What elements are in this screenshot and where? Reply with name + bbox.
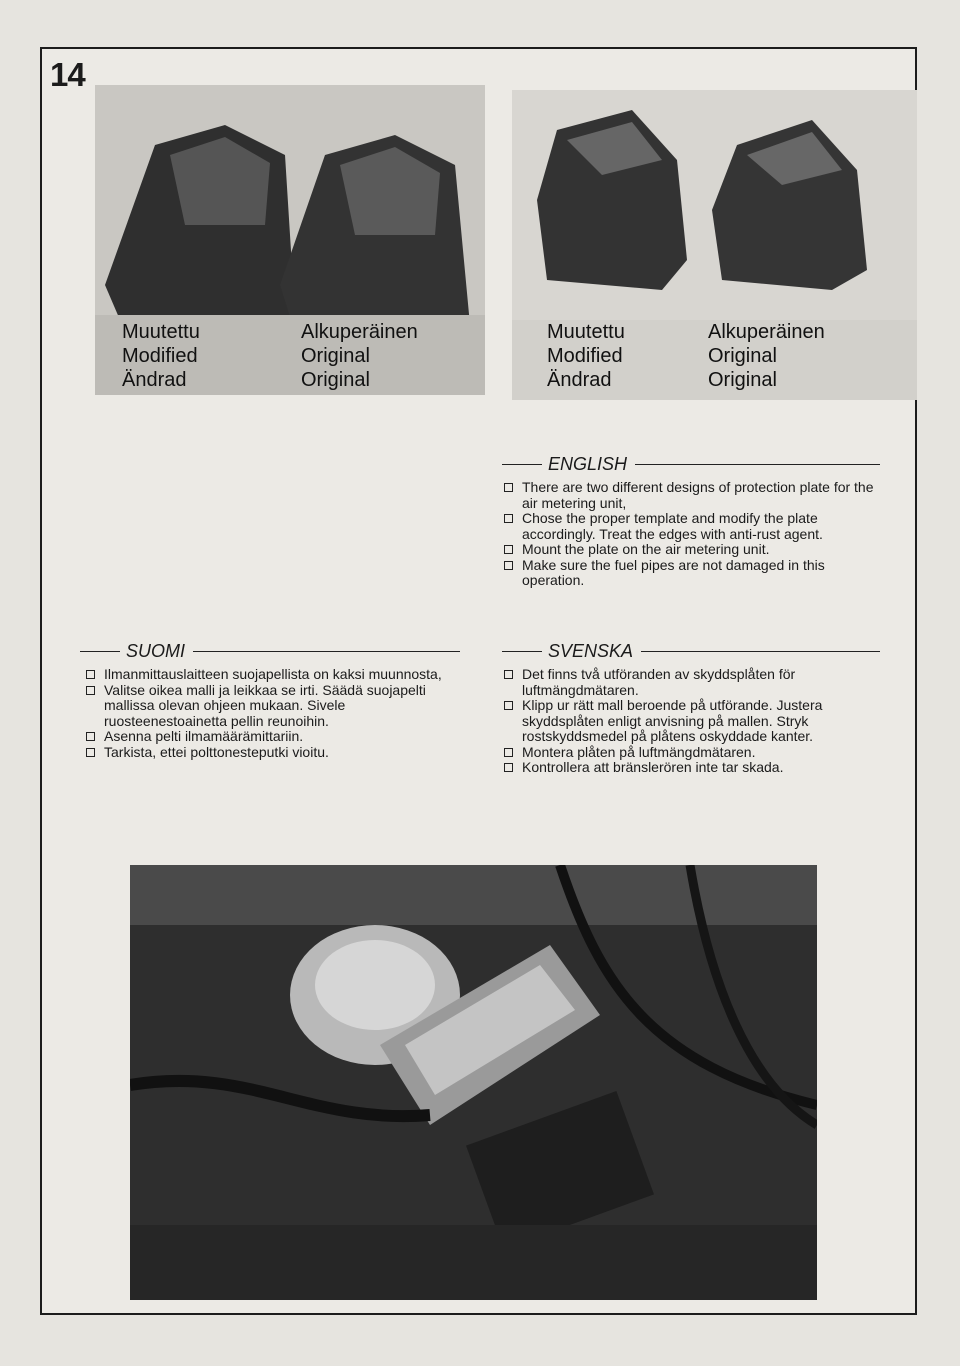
checkbox-icon xyxy=(504,701,513,710)
svenska-item: Montera plåten på luftmängdmätaren. xyxy=(504,745,882,761)
english-item: Make sure the fuel pipes are not damaged in this operation. xyxy=(504,558,882,589)
checkbox-icon xyxy=(504,763,513,772)
svenska-list xyxy=(504,667,882,776)
caption-right-original: Alkuperäinen Original Original xyxy=(708,321,825,391)
caption-left-modified: Muutettu Modified Ändrad xyxy=(122,321,200,391)
svenska-item: Kontrollera att bränslerören inte tar skada. xyxy=(504,760,882,776)
checkbox-icon xyxy=(86,748,95,757)
caption-right-modified: Muutettu Modified Ändrad xyxy=(547,321,625,391)
checkbox-icon xyxy=(504,514,513,523)
page-number: 14 xyxy=(50,56,85,93)
checkbox-icon xyxy=(504,748,513,757)
suomi-heading: SUOMI xyxy=(80,641,460,662)
photo-engine-bay xyxy=(130,865,817,1300)
english-item: Chose the proper template and modify the plate accordingly. Treat the edges with anti-rust agent. xyxy=(504,511,882,542)
suomi-item: Asenna pelti ilmamäärämittariin. xyxy=(86,729,460,745)
checkbox-icon xyxy=(504,545,513,554)
english-item: There are two different designs of protection plate for the air metering unit, xyxy=(504,480,882,511)
english-list xyxy=(504,480,882,589)
suomi-item: Ilmanmittauslaitteen suojapellista on kaksi muunnosta, xyxy=(86,667,460,683)
checkbox-icon xyxy=(86,670,95,679)
svenska-heading: SVENSKA xyxy=(502,641,880,662)
svenska-item: Klipp ur rätt mall beroende på utförande. Justera skyddsplåten enligt anvisning på mallen. Stryk rostskyddsmedel på plåtens oskyddade kanter. xyxy=(504,698,882,745)
caption-left-original: Alkuperäinen Original Original xyxy=(301,321,418,391)
checkbox-icon xyxy=(504,670,513,679)
suomi-item: Tarkista, ettei polttonesteputki vioitu. xyxy=(86,745,460,761)
checkbox-icon xyxy=(86,686,95,695)
english-heading: ENGLISH xyxy=(502,454,880,475)
svenska-item: Det finns två utföranden av skyddsplåten för luftmängdmätaren. xyxy=(504,667,882,698)
checkbox-icon xyxy=(504,483,513,492)
checkbox-icon xyxy=(504,561,513,570)
suomi-list xyxy=(86,667,460,760)
suomi-item: Valitse oikea malli ja leikkaa se irti. Säädä suojapelti mallissa olevan ohjeen mukaan. Sivele ruosteenestoainetta pellin reunoihin. xyxy=(86,683,460,730)
english-item: Mount the plate on the air metering unit. xyxy=(504,542,882,558)
checkbox-icon xyxy=(86,732,95,741)
